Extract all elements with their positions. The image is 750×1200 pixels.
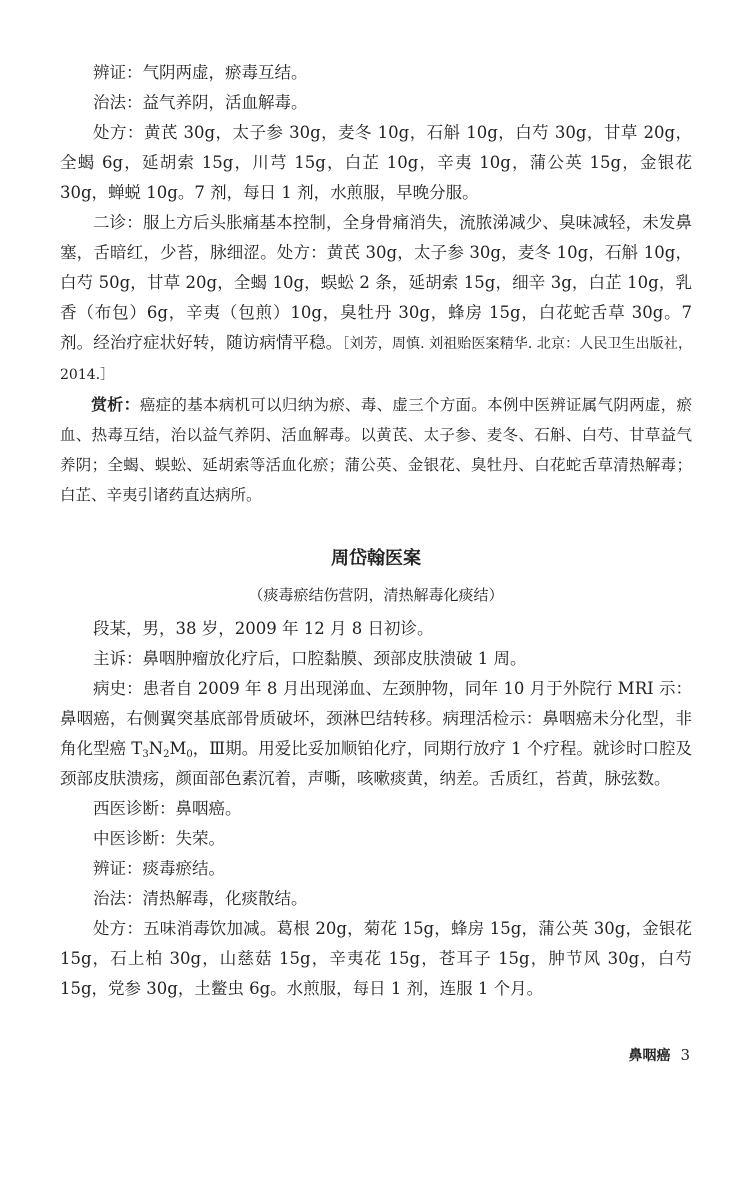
erzhen-label: 二诊： xyxy=(93,213,143,232)
case2-bingshi xyxy=(60,674,692,794)
zhifa2-label: 治法： xyxy=(93,889,143,908)
zhifa-text: 益气养阴，活血解毒。 xyxy=(142,93,308,112)
bianzheng-text: 气阴两虚，瘀毒互结。 xyxy=(142,63,308,82)
xiyi-text: 鼻咽癌。 xyxy=(175,799,242,818)
case1-chufang xyxy=(60,118,692,208)
bingshi-text-a: 患者自 2009 年 8 月出现涕血、左颈肿物，同年 10 月于外院行 MRI 示：鼻咽癌，右侧翼突基底部骨质破坏，颈淋巴结转移。病理活检示：鼻咽癌未分化型，非角化型癌 T xyxy=(60,679,693,758)
case2-chufang xyxy=(60,914,692,1004)
erzhen-text: 服上方后头胀痛基本控制，全身骨痛消失，流脓涕减少、臭味减轻，未发鼻塞，舌暗红，少苔，脉细涩。处方：黄芪 30g，太子参 30g，麦冬 10g，石斛 10g，白芍 50g，甘草 20g，全蝎 10g，蜈蚣 2 条，延胡索 15g，细辛 3g，白芷 10g，乳香（布包）6g，辛夷（包煎）10g，臭牡丹 30g，蜂房 15g，白花蛇舌草 30g。7 剂。经治疗症状好转，随访病情平稳。 xyxy=(60,213,693,352)
tnm-sub-n: 2 xyxy=(163,749,170,760)
case1-bianzheng xyxy=(60,58,692,88)
section-name: 鼻咽癌 xyxy=(628,1048,671,1064)
tnm-m: M xyxy=(169,739,187,758)
case2-intro: 段某，男，38 岁，2009 年 12 月 8 日初诊。 xyxy=(93,619,434,638)
zhifa2-text: 清热解毒，化痰散结。 xyxy=(142,889,308,908)
bianzheng-label: 辨证： xyxy=(93,63,143,82)
page-number: 3 xyxy=(680,1046,690,1064)
case2-zhongyi xyxy=(60,824,692,854)
shangxi-label: 赏析： xyxy=(91,395,140,414)
zhongyi-label: 中医诊断： xyxy=(93,829,176,848)
bianzheng2-text: 痰毒瘀结。 xyxy=(142,859,225,878)
chufang2-label: 处方： xyxy=(93,919,144,938)
zhifa-label: 治法： xyxy=(93,93,143,112)
xiyi-label: 西医诊断： xyxy=(93,799,176,818)
case2-zhifa xyxy=(60,884,692,914)
case2-subtitle: （痰毒瘀结伤营阴，清热解毒化痰结） xyxy=(248,586,504,604)
bingshi-label: 病史： xyxy=(93,679,143,698)
case1-zhifa xyxy=(60,88,692,118)
chufang-text: 黄芪 30g，太子参 30g，麦冬 10g，石斛 10g，白芍 30g，甘草 20g，全蝎 6g，延胡索 15g，川芎 15g，白芷 10g，辛夷 10g，蒲公英 15g，金银花 30g，蝉蜕 10g。7 剂，每日 1 剂，水煎服，早晚分服。 xyxy=(60,123,692,202)
chufang2-text: 五味消毒饮加减。葛根 20g，菊花 15g，蜂房 15g，蒲公英 30g，金银花 15g，石上柏 30g，山慈菇 15g，辛夷花 15g，苍耳子 15g，肿节风 30g，白芍 15g，党参 30g，土鳖虫 6g。水煎服，每日 1 剂，连服 1 个月。 xyxy=(60,919,693,998)
chufang-label: 处方： xyxy=(93,123,144,142)
page-footer xyxy=(628,1045,690,1065)
reference-citation: ［刘芳，周慎. 刘祖贻医案精华. 北京：人民卫生出版社，2014.］ xyxy=(60,336,692,383)
page-content xyxy=(60,58,692,1004)
zhusu-text: 鼻咽肿瘤放化疗后，口腔黏膜、颈部皮肤溃破 1 周。 xyxy=(142,649,527,668)
case2-bianzheng xyxy=(60,854,692,884)
bianzheng2-label: 辨证： xyxy=(93,859,143,878)
zhongyi-text: 失荣。 xyxy=(175,829,225,848)
case2-zhusu xyxy=(60,644,692,674)
case2-title: 周岱翰医案 xyxy=(331,548,421,569)
tnm-n: N xyxy=(148,739,164,758)
zhusu-label: 主诉： xyxy=(93,649,143,668)
case1-shangxi xyxy=(60,390,692,510)
shangxi-text: 癌症的基本病机可以归纳为瘀、毒、虚三个方面。本例中医辨证属气阴两虚，瘀血、热毒互结，治以益气养阴、活血解毒。以黄芪、太子参、麦冬、石斛、白芍、甘草益气养阴；全蝎、蜈蚣、延胡索等活血化瘀；蒲公英、金银花、臭牡丹、白花蛇舌草清热解毒；白芷、辛夷引诸药直达病所。 xyxy=(60,396,692,504)
tnm-sub-t: 3 xyxy=(142,749,149,760)
tnm-sub-m: 0 xyxy=(186,749,193,760)
bingshi-text-b: ，Ⅲ期。用爱比妥加顺铂化疗，同期行放疗 1 个疗程。就诊时口腔及颈部皮肤溃疡，颜面部色素沉着，声嘶，咳嗽痰黄，纳差。舌质红，苔黄，脉弦数。 xyxy=(60,739,692,788)
case2-xiyi xyxy=(60,794,692,824)
case1-erzhen xyxy=(60,208,692,390)
